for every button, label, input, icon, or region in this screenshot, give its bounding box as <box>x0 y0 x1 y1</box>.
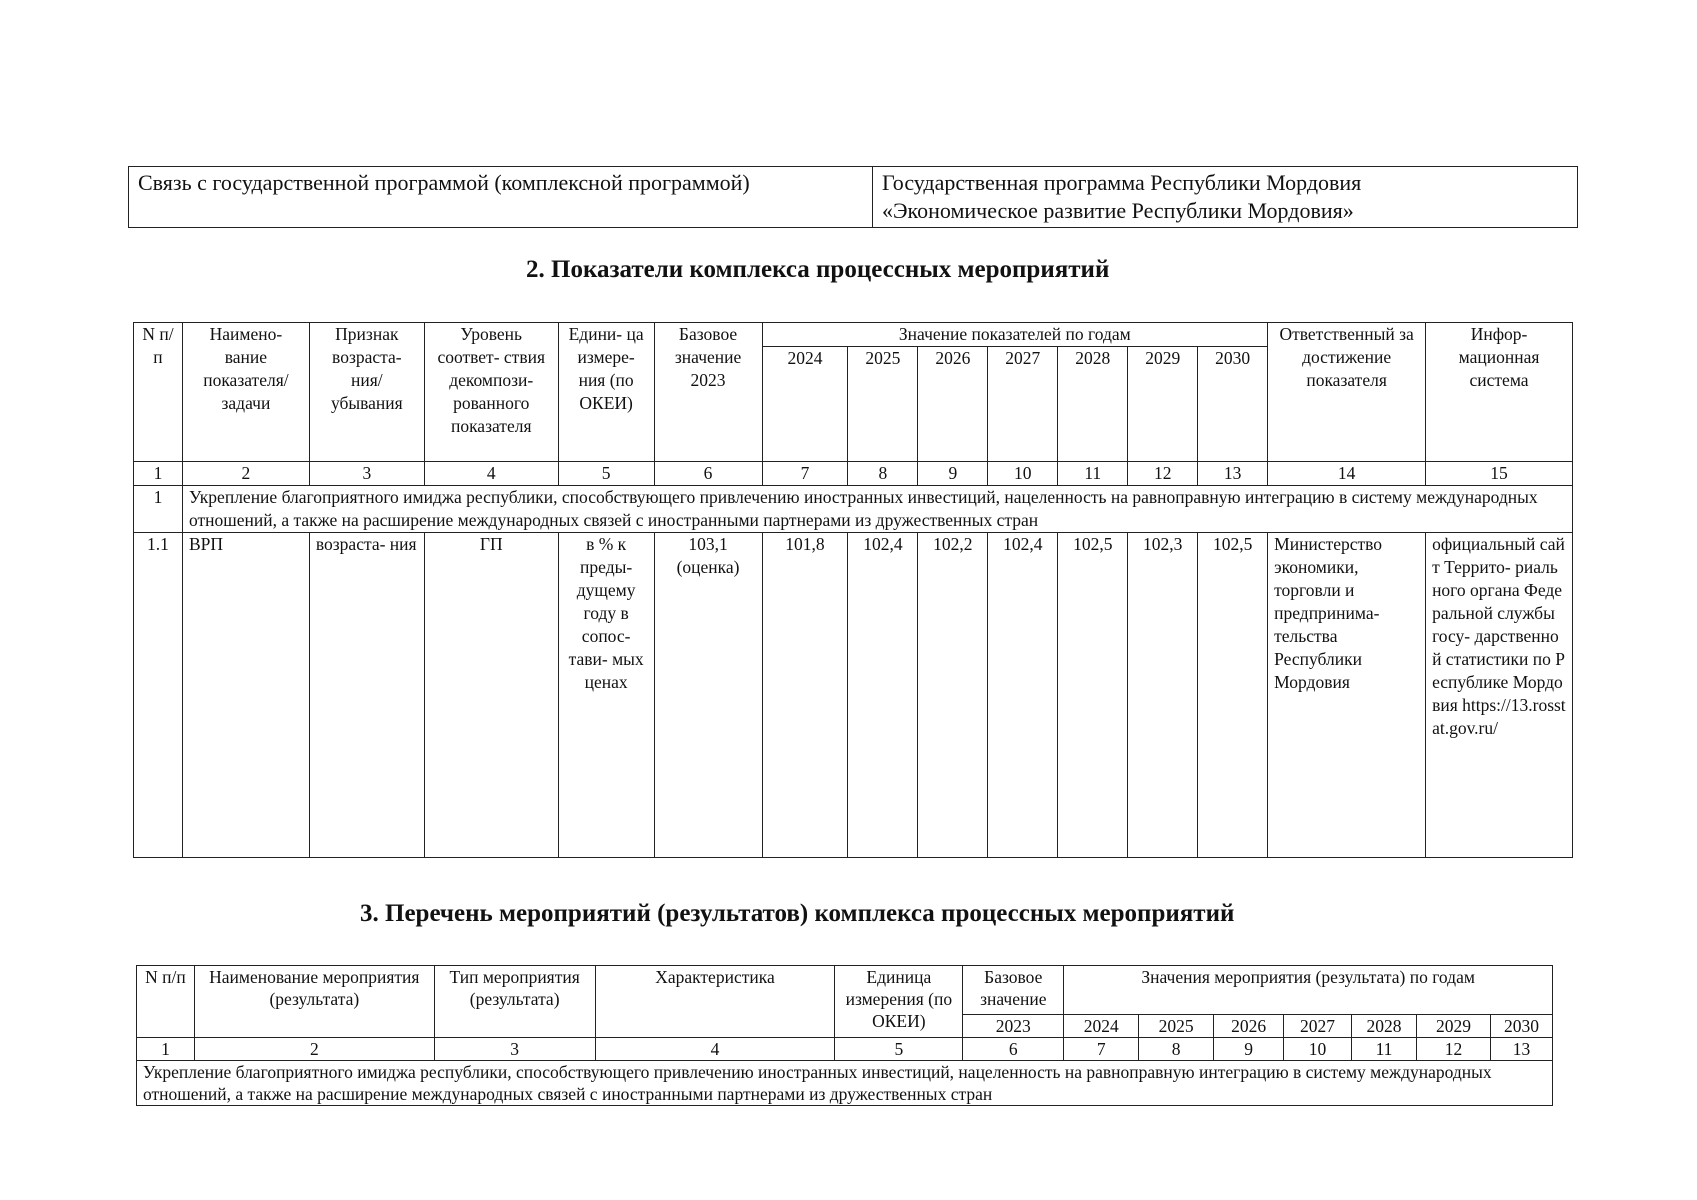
act-col-number: 9 <box>1214 1038 1284 1061</box>
row-value: 102,2 <box>918 533 988 858</box>
col-number: 10 <box>988 462 1058 486</box>
row-unit: в % к преды- дущему году в сопос- тави- мых ценах <box>558 533 654 858</box>
activities-table <box>136 965 1553 1106</box>
act-col-number: 11 <box>1352 1038 1417 1061</box>
col-number: 1 <box>134 462 183 486</box>
row-value: 101,8 <box>762 533 848 858</box>
act-hdr-year: 2027 <box>1284 1015 1352 1038</box>
act-hdr-base-label: Базовое значение <box>963 966 1064 1015</box>
act-col-number: 8 <box>1139 1038 1214 1061</box>
col-number: 3 <box>309 462 424 486</box>
row-responsible: Министерство экономики, торговли и предпринима- тельства Республики Мордовия <box>1268 533 1426 858</box>
act-hdr-base-year: 2023 <box>963 1015 1064 1038</box>
hdr-num: N п/п <box>134 323 183 462</box>
act-hdr-years-group: Значения мероприятия (результата) по годам <box>1064 966 1553 1015</box>
act-col-number: 1 <box>137 1038 195 1061</box>
act-col-number: 3 <box>434 1038 595 1061</box>
row-level: ГП <box>424 533 558 858</box>
act-hdr-name: Наименование мероприятия (результата) <box>194 966 434 1038</box>
row-value: 102,5 <box>1198 533 1268 858</box>
link-value <box>873 167 1578 228</box>
hdr-level: Уровень соответ- ствия декомпози- рованного показателя <box>424 323 558 462</box>
act-hdr-year: 2026 <box>1214 1015 1284 1038</box>
col-number: 7 <box>762 462 848 486</box>
col-number: 4 <box>424 462 558 486</box>
act-col-number: 13 <box>1490 1038 1552 1061</box>
act-col-number: 12 <box>1416 1038 1490 1061</box>
hdr-year: 2030 <box>1198 347 1268 462</box>
indicators-table <box>133 322 1573 858</box>
hdr-years-group: Значение показателей по годам <box>762 323 1268 347</box>
row-base: 103,1 (оценка) <box>654 533 762 858</box>
col-number: 12 <box>1128 462 1198 486</box>
hdr-year: 2024 <box>762 347 848 462</box>
hdr-unit: Едини- ца измере- ния (по ОКЕИ) <box>558 323 654 462</box>
col-number: 8 <box>848 462 918 486</box>
act-hdr-year: 2025 <box>1139 1015 1214 1038</box>
row-value: 102,5 <box>1058 533 1128 858</box>
col-number: 11 <box>1058 462 1128 486</box>
table-row <box>134 533 1573 858</box>
act-hdr-num: N п/п <box>137 966 195 1038</box>
act-col-number: 4 <box>595 1038 835 1061</box>
act-col-number: 6 <box>963 1038 1064 1061</box>
hdr-infosys: Инфор- мационная система <box>1426 323 1573 462</box>
row-name: ВРП <box>182 533 309 858</box>
act-col-number: 2 <box>194 1038 434 1061</box>
act-hdr-characteristic: Характеристика <box>595 966 835 1038</box>
section2-title: 2. Показатели комплекса процессных мероприятий <box>526 256 1110 283</box>
row-num: 1.1 <box>134 533 183 858</box>
act-hdr-year: 2028 <box>1352 1015 1417 1038</box>
row-value: 102,4 <box>988 533 1058 858</box>
link-value-line1: Государственная программа Республики Мордовия <box>882 170 1362 195</box>
row-value: 102,4 <box>848 533 918 858</box>
link-label: Связь с государственной программой (комплексной программой) <box>129 167 873 228</box>
act-hdr-year: 2030 <box>1490 1015 1552 1038</box>
section3-title: 3. Перечень мероприятий (результатов) комплекса процессных мероприятий <box>360 900 1235 927</box>
col-number: 5 <box>558 462 654 486</box>
hdr-year: 2028 <box>1058 347 1128 462</box>
col-number: 13 <box>1198 462 1268 486</box>
act-task-text: Укрепление благоприятного имиджа республики, способствующего привлечению иностранных инвестиций, нацеленность на равноправную интеграцию в систему международных отношений, а также на расширение международных связей с иностранными партнерами из дружественных стран <box>137 1061 1553 1106</box>
hdr-year: 2026 <box>918 347 988 462</box>
act-hdr-year: 2029 <box>1416 1015 1490 1038</box>
act-hdr-year: 2024 <box>1064 1015 1139 1038</box>
task-text: Укрепление благоприятного имиджа республики, способствующего привлечению иностранных инвестиций, нацеленность на равноправную интеграцию в систему международных отношений, а также на расширение международных связей с иностранными партнерами из дружественных стран <box>182 486 1572 533</box>
act-col-number: 7 <box>1064 1038 1139 1061</box>
hdr-responsible: Ответственный за достижение показателя <box>1268 323 1426 462</box>
link-value-line2: «Экономическое развитие Республики Мордовия» <box>882 198 1354 223</box>
row-value: 102,3 <box>1128 533 1198 858</box>
row-trend: возраста- ния <box>309 533 424 858</box>
col-number: 14 <box>1268 462 1426 486</box>
hdr-year: 2027 <box>988 347 1058 462</box>
hdr-name: Наимено- вание показателя/ задачи <box>182 323 309 462</box>
program-link-table <box>128 166 1578 228</box>
hdr-trend: Признак возраста- ния/ убывания <box>309 323 424 462</box>
act-hdr-unit: Единица измерения (по ОКЕИ) <box>835 966 963 1038</box>
col-number: 15 <box>1426 462 1573 486</box>
task-num: 1 <box>134 486 183 533</box>
act-col-number: 5 <box>835 1038 963 1061</box>
col-number: 6 <box>654 462 762 486</box>
col-number: 2 <box>182 462 309 486</box>
hdr-year: 2025 <box>848 347 918 462</box>
col-number: 9 <box>918 462 988 486</box>
act-col-number: 10 <box>1284 1038 1352 1061</box>
act-hdr-type: Тип мероприятия (результата) <box>434 966 595 1038</box>
hdr-year: 2029 <box>1128 347 1198 462</box>
row-infosys: официальный сайт Террито- риального органа Федеральной службы госу- дарственной статистики по Республике Мордовия https://13.rosst at.gov.ru/ <box>1426 533 1573 858</box>
hdr-base: Базовое значение 2023 <box>654 323 762 462</box>
